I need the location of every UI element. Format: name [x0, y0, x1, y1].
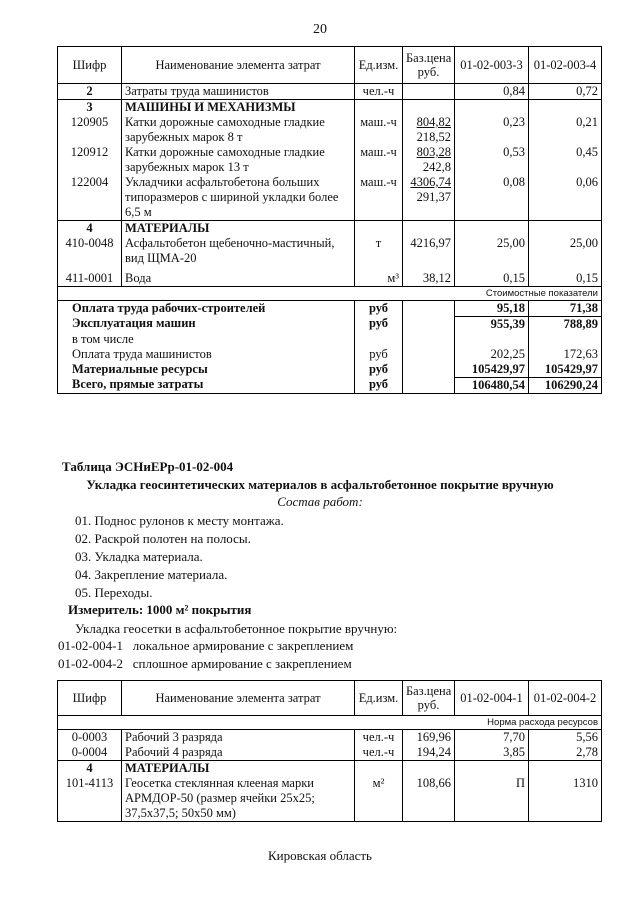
summary-row	[58, 316, 602, 332]
col-header-name: Наименование элемента затрат	[122, 47, 355, 84]
table-row	[58, 175, 602, 221]
summary-name: в том числе	[58, 332, 355, 347]
summary-value-2: 71,38	[529, 300, 602, 316]
row-value-2: 25,00	[529, 236, 602, 266]
summary-row	[58, 377, 602, 393]
row-price: 803,28 242,8	[403, 145, 455, 175]
row-name: Рабочий 4 разряда	[122, 745, 355, 761]
col-header-v1: 01-02-004-1	[455, 681, 529, 716]
cost-table-1	[57, 46, 602, 394]
row-price: 4306,74 291,37	[403, 175, 455, 221]
row-value-2: 2,78	[529, 745, 602, 761]
row-value-1: 0,15	[455, 266, 529, 286]
table-row	[58, 84, 602, 100]
summary-name: Оплата труда рабочих-строителей	[58, 300, 355, 316]
row-unit: т	[355, 236, 403, 266]
row-unit: маш.-ч	[355, 145, 403, 175]
row-unit: м³	[355, 266, 403, 286]
summary-name: Всего, прямые затраты	[58, 377, 355, 393]
row-value-2: 0,06	[529, 175, 602, 221]
summary-value-1: 955,39	[455, 316, 529, 332]
summary-row	[58, 347, 602, 362]
summary-value-1: 105429,97	[455, 362, 529, 378]
row-name: МАТЕРИАЛЫ	[122, 221, 355, 237]
row-price: 804,82 218,52	[403, 115, 455, 145]
row-name: Геосетка стеклянная клееная марки АРМДОР-50 (размер ячейки 25х25; 37,5х37,5; 50х50 мм)	[122, 776, 355, 822]
row-name: Катки дорожные самоходные гладкие зарубежных марок 8 т	[122, 115, 355, 145]
row-value-2: 0,15	[529, 266, 602, 286]
summary-value-1: 95,18	[455, 300, 529, 316]
summary-unit: руб	[355, 377, 403, 393]
row-value-1: П	[455, 776, 529, 822]
row-value-1: 7,70	[455, 730, 529, 746]
col-header-name: Наименование элемента затрат	[122, 681, 355, 716]
row-code: 4	[58, 761, 122, 777]
row-value-1: 25,00	[455, 236, 529, 266]
row-value-1: 0,53	[455, 145, 529, 175]
row-unit: маш.-ч	[355, 115, 403, 145]
step-item: 02. Раскрой полотен на полосы.	[75, 531, 251, 546]
summary-unit: руб	[355, 347, 403, 362]
row-unit: чел.-ч	[355, 84, 403, 100]
row-value-2: 0,72	[529, 84, 602, 100]
row-name: Вода	[122, 266, 355, 286]
composition-title: Состав работ:	[277, 494, 363, 509]
summary-name: Материальные ресурсы	[58, 362, 355, 378]
col-header-unit: Ед.изм.	[355, 681, 403, 716]
row-value-1: 0,84	[455, 84, 529, 100]
col-header-v2: 01-02-004-2	[529, 681, 602, 716]
row-value-1: 0,23	[455, 115, 529, 145]
row-code: 410-0048	[58, 236, 122, 266]
row-unit: м²	[355, 776, 403, 822]
row-code: 122004	[58, 175, 122, 221]
meter-description: Укладка геосетки в асфальтобетонное покрытие вручную:	[75, 621, 398, 636]
summary-value-1: 202,25	[455, 347, 529, 362]
table-row	[58, 266, 602, 286]
row-name: МАТЕРИАЛЫ	[122, 761, 355, 777]
row-code: 411-0001	[58, 266, 122, 286]
table-heading: Укладка геосинтетических материалов в асфальтобетонное покрытие вручную	[86, 477, 554, 492]
summary-row	[58, 332, 602, 347]
summary-unit: руб	[355, 362, 403, 378]
step-item: 03. Укладка материала.	[75, 549, 203, 564]
summary-value-2: 788,89	[529, 316, 602, 332]
row-code: 120912	[58, 145, 122, 175]
table-title: Таблица ЭСНиЕРр-01-02-004	[62, 459, 234, 474]
row-name: Затраты труда машинистов	[122, 84, 355, 100]
summary-value-2: 172,63	[529, 347, 602, 362]
row-unit: чел.-ч	[355, 745, 403, 761]
row-code: 0-0004	[58, 745, 122, 761]
row-name: Асфальтобетон щебеночно-мастичный, вид ЩМА-20	[122, 236, 355, 266]
row-value-2: 0,21	[529, 115, 602, 145]
col-header-code: Шифр	[58, 47, 122, 84]
row-name: Рабочий 3 разряда	[122, 730, 355, 746]
row-unit: маш.-ч	[355, 175, 403, 221]
summary-unit: руб	[355, 300, 403, 316]
row-code: 2	[58, 84, 122, 100]
summary-value-2: 106290,24	[529, 377, 602, 393]
row-value-2: 0,45	[529, 145, 602, 175]
row-value-2: 1310	[529, 776, 602, 822]
row-code: 0-0003	[58, 730, 122, 746]
row-unit: чел.-ч	[355, 730, 403, 746]
table-row	[58, 145, 602, 175]
step-item: 01. Поднос рулонов к месту монтажа.	[75, 513, 284, 528]
footer-region: Кировская область	[267, 848, 372, 863]
row-price: 194,24	[403, 745, 455, 761]
row-name: Укладчики асфальтобетона больших типоразмеров с шириной укладки более 6,5 м	[122, 175, 355, 221]
meter: Измеритель: 1000 м² покрытия	[68, 602, 252, 617]
row-value-2: 5,56	[529, 730, 602, 746]
row-name: Катки дорожные самоходные гладкие зарубежных марок 13 т	[122, 145, 355, 175]
cost-table-2	[57, 680, 602, 822]
summary-name: Оплата труда машинистов	[58, 347, 355, 362]
col-header-price: Баз.цена руб.	[403, 681, 455, 716]
row-price: 108,66	[403, 776, 455, 822]
row-code: 120905	[58, 115, 122, 145]
row-code: 3	[58, 100, 122, 116]
table-row	[58, 761, 602, 777]
table-row	[58, 236, 602, 266]
col-header-v1: 01-02-003-3	[455, 47, 529, 84]
summary-row	[58, 362, 602, 378]
row-price	[403, 84, 455, 100]
row-value-1: 3,85	[455, 745, 529, 761]
summary-row	[58, 300, 602, 316]
step-item: 04. Закрепление материала.	[75, 567, 228, 582]
section-label: Стоимостные показатели	[58, 286, 602, 300]
row-value-1: 0,08	[455, 175, 529, 221]
summary-value-1: 106480,54	[455, 377, 529, 393]
col-header-price: Баз.цена руб.	[403, 47, 455, 84]
row-code: 101-4113	[58, 776, 122, 822]
row-code: 4	[58, 221, 122, 237]
row-name: МАШИНЫ И МЕХАНИЗМЫ	[122, 100, 355, 116]
row-price: 169,96	[403, 730, 455, 746]
col-header-unit: Ед.изм.	[355, 47, 403, 84]
table-row	[58, 100, 602, 116]
summary-unit: руб	[355, 316, 403, 332]
step-item: 05. Переходы.	[75, 585, 153, 600]
page-number: 20	[313, 22, 327, 37]
table-row	[58, 745, 602, 761]
row-price: 4216,97	[403, 236, 455, 266]
summary-name: Эксплуатация машин	[58, 316, 355, 332]
variant-item: 01-02-004-2 сплошное армирование с закреплением	[58, 656, 352, 671]
table-row	[58, 730, 602, 746]
col-header-code: Шифр	[58, 681, 122, 716]
summary-value-2: 105429,97	[529, 362, 602, 378]
table-row	[58, 776, 602, 822]
row-price: 38,12	[403, 266, 455, 286]
table-row	[58, 115, 602, 145]
col-header-v2: 01-02-003-4	[529, 47, 602, 84]
section-label: Норма расхода ресурсов	[122, 716, 602, 730]
table-row	[58, 221, 602, 237]
variant-item: 01-02-004-1 локальное армирование с закреплением	[58, 638, 354, 653]
